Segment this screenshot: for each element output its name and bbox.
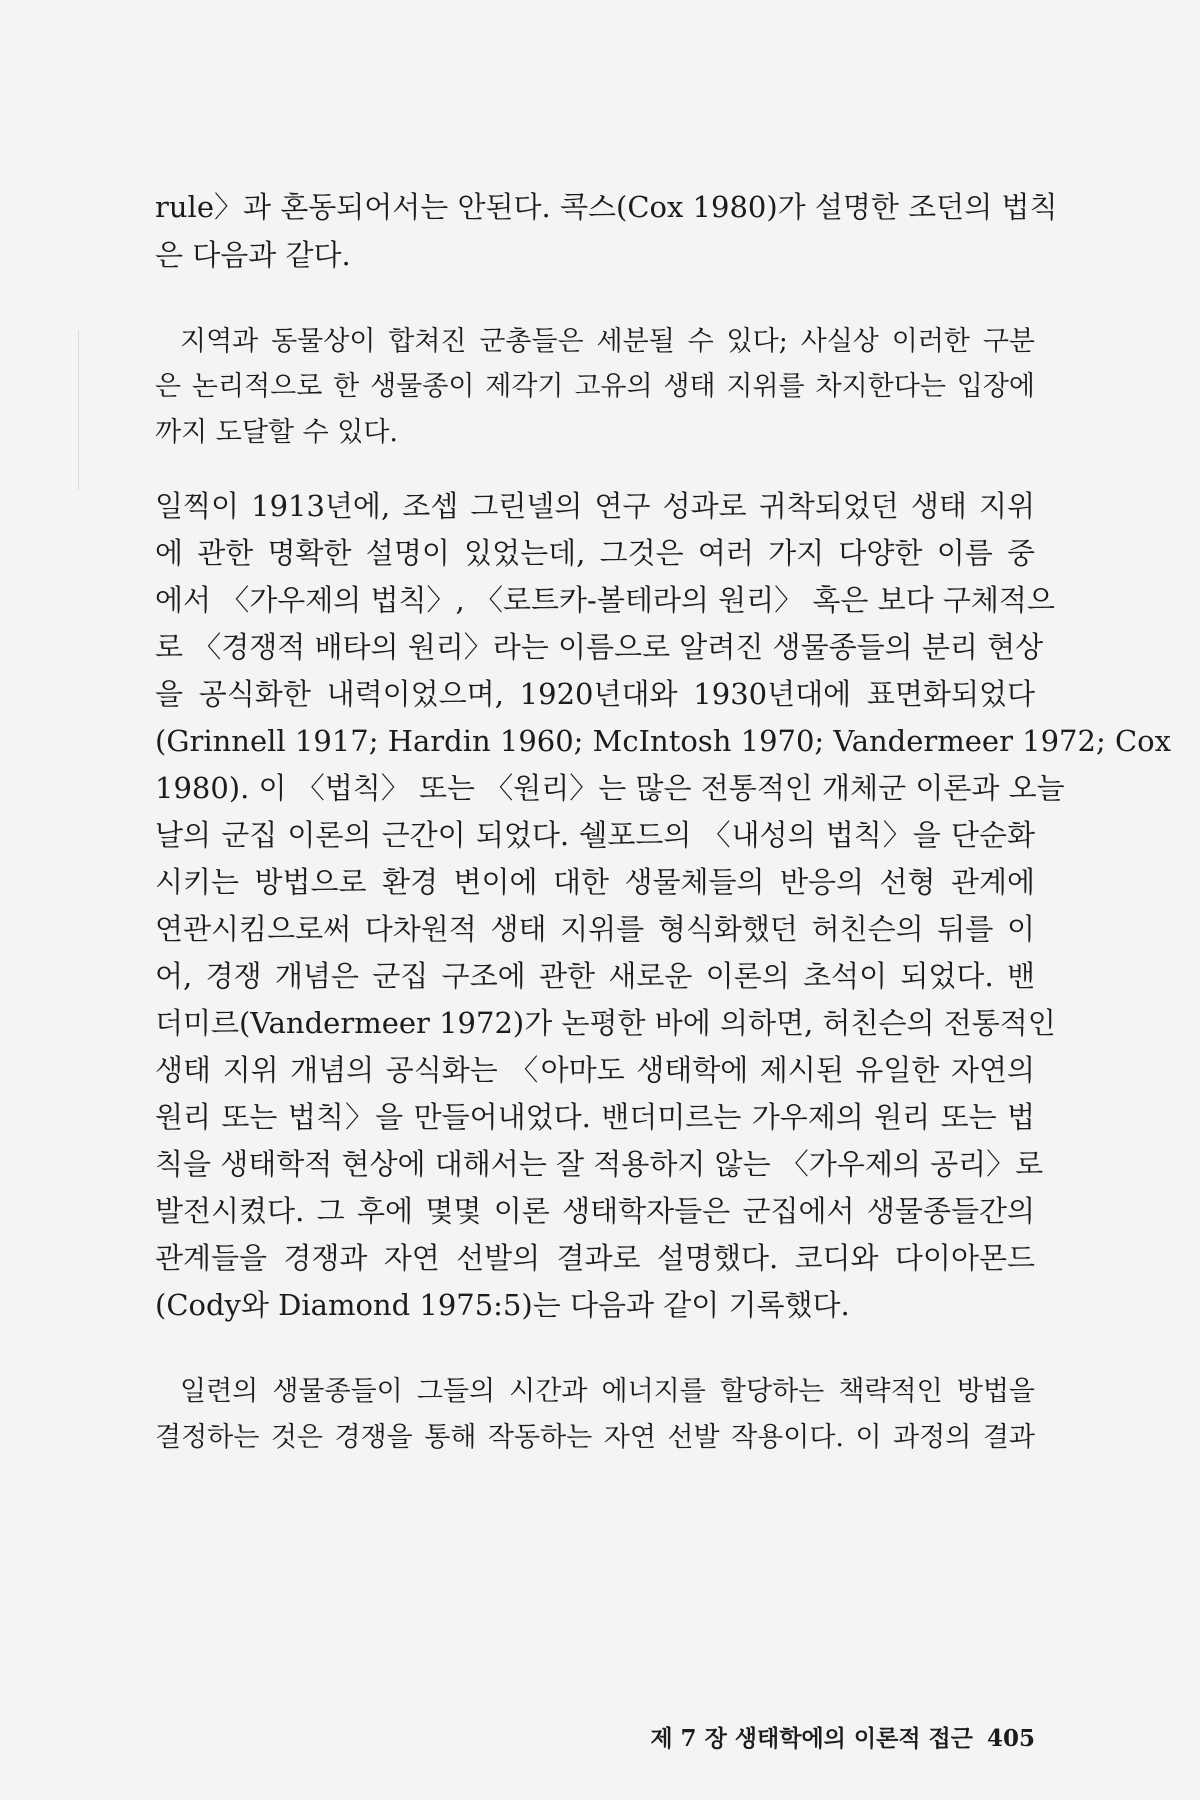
text-line: 생태 지위 개념의 공식화는 〈아마도 생태학에 제시된 유일한 자연의 bbox=[155, 1053, 1035, 1087]
running-footer bbox=[640, 1724, 1035, 1754]
text-line: 에서 〈가우제의 법칙〉, 〈로트카-볼테라의 원리〉 혹은 보다 구체적으 bbox=[155, 583, 1055, 617]
quote-line: 일련의 생물종들이 그들의 시간과 에너지를 할당하는 책략적인 방법을 bbox=[180, 1376, 1035, 1407]
text-line: 1980). 이 〈법칙〉 또는 〈원리〉는 많은 전통적인 개체군 이론과 오늘 bbox=[155, 771, 1065, 805]
text-line: 일찍이 1913년에, 조셉 그린넬의 연구 성과로 귀착되었던 생태 지위 bbox=[155, 489, 1035, 523]
text-line: 에 관한 명확한 설명이 있었는데, 그것은 여러 가지 다양한 이름 중 bbox=[155, 536, 1035, 570]
text-line: 어, 경쟁 개념은 군집 구조에 관한 새로운 이론의 초석이 되었다. 밴 bbox=[155, 959, 1035, 993]
text-line: 시키는 방법으로 환경 변이에 대한 생물체들의 반응의 선형 관계에 bbox=[155, 865, 1035, 899]
text-line: 더미르(Vandermeer 1972)가 논평한 바에 의하면, 허친슨의 전통적인 bbox=[155, 1006, 1056, 1040]
chapter-title: 제 7 장 생태학에의 이론적 접근 bbox=[650, 1725, 973, 1752]
text-line: (Grinnell 1917; Hardin 1960; McIntosh 1970; Vandermeer 1972; Cox bbox=[155, 724, 1171, 758]
text-line: 칙을 생태학적 현상에 대해서는 잘 적용하지 않는 〈가우제의 공리〉로 bbox=[155, 1147, 1044, 1181]
page-number: 405 bbox=[986, 1725, 1035, 1752]
text-line: 발전시켰다. 그 후에 몇몇 이론 생태학자들은 군집에서 생물종들간의 bbox=[155, 1194, 1035, 1228]
text-line: 연관시킴으로써 다차원적 생태 지위를 형식화했던 허친슨의 뒤를 이 bbox=[155, 912, 1035, 946]
text-line: 로 〈경쟁적 배타의 원리〉라는 이름으로 알려진 생물종들의 분리 현상 bbox=[155, 630, 1044, 664]
quote-line: 지역과 동물상이 합쳐진 군총들은 세분될 수 있다; 사실상 이러한 구분 bbox=[180, 326, 1035, 357]
quote-line: 은 논리적으로 한 생물종이 제각기 고유의 생태 지위를 차지한다는 입장에 bbox=[155, 371, 1035, 402]
text-line: 은 다음과 같다. bbox=[155, 238, 351, 272]
text-line: 원리 또는 법칙〉을 만들어내었다. 밴더미르는 가우제의 원리 또는 법 bbox=[155, 1100, 1035, 1134]
text-line: 날의 군집 이론의 근간이 되었다. 쉘포드의 〈내성의 법칙〉을 단순화 bbox=[155, 818, 1035, 852]
margin-mark bbox=[78, 330, 79, 490]
text-line: rule〉과 혼동되어서는 안된다. 콕스(Cox 1980)가 설명한 조던의 법칙 bbox=[155, 190, 1058, 224]
text-line: 관계들을 경쟁과 자연 선발의 결과로 설명했다. 코디와 다이아몬드 bbox=[155, 1241, 1035, 1275]
quote-line: 결정하는 것은 경쟁을 통해 작동하는 자연 선발 작용이다. 이 과정의 결과 bbox=[155, 1422, 1035, 1453]
text-line: (Cody와 Diamond 1975:5)는 다음과 같이 기록했다. bbox=[155, 1288, 850, 1322]
text-line: 을 공식화한 내력이었으며, 1920년대와 1930년대에 표면화되었다 bbox=[155, 677, 1035, 711]
quote-line: 까지 도달할 수 있다. bbox=[155, 417, 398, 448]
